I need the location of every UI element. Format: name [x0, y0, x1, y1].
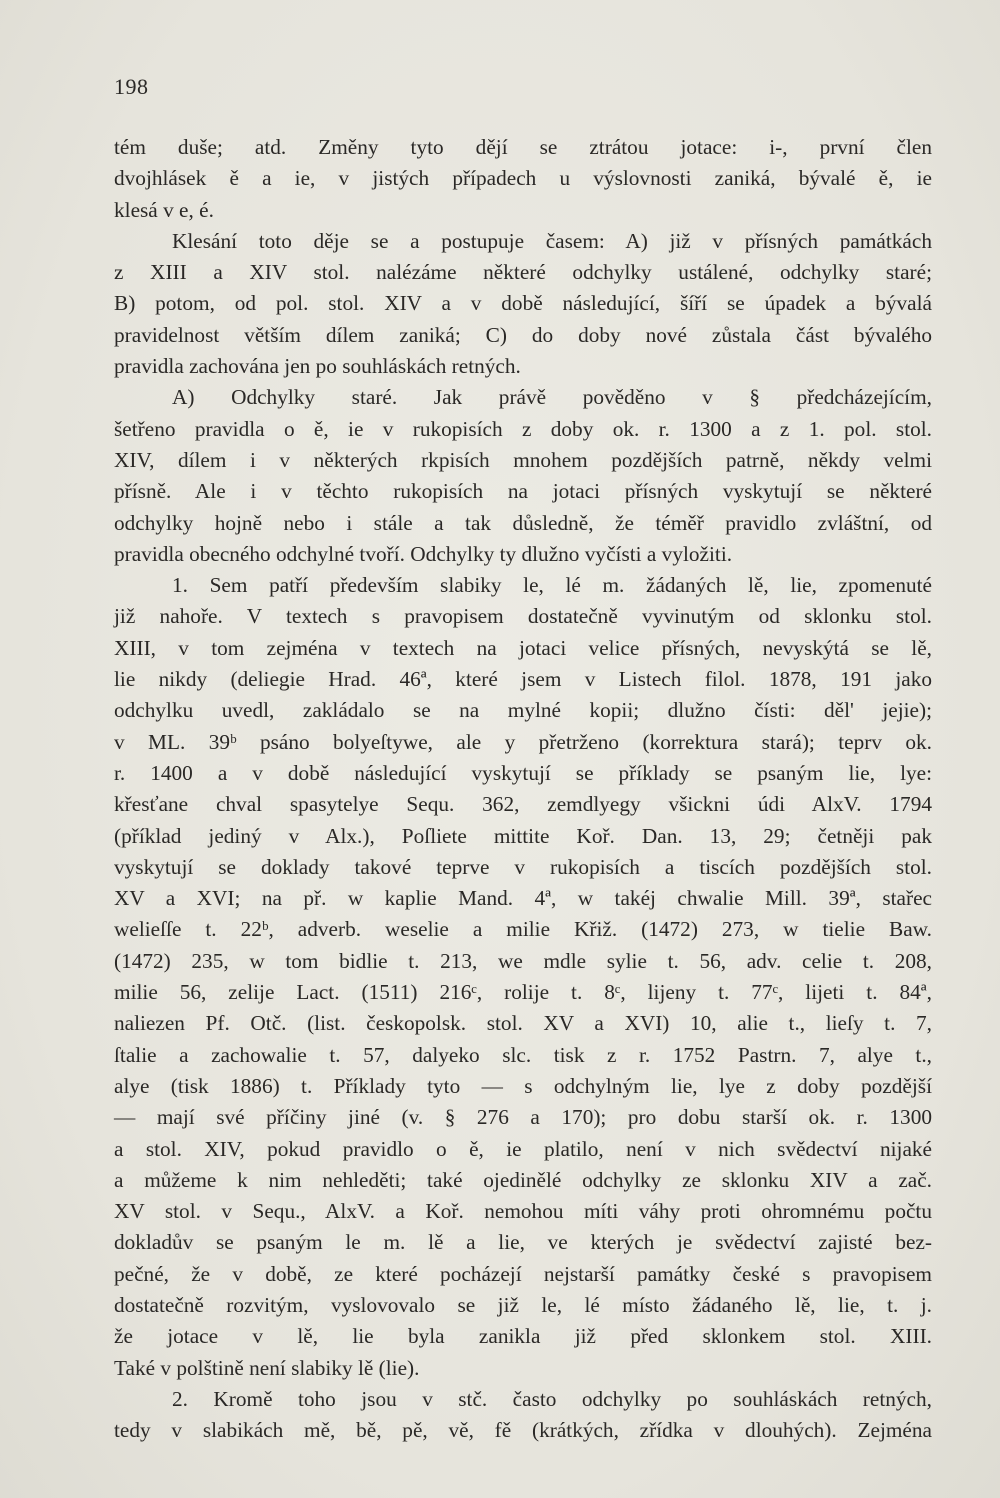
text-line: z XIII a XIV stol. nalézáme některé odchylky ustálené, odchylky staré;: [114, 260, 932, 285]
text-line: že jotace v lě, lie byla zanikla již před sklonkem stol. XIII.: [114, 1324, 932, 1349]
text-line: (příklad jediný v Alx.), Poſliete mittite Koř. Dan. 13, 29; četněji pak: [114, 823, 932, 848]
text-line: pravidla obecného odchylné tvoří. Odchylky ty dlužno vyčísti a vyložiti.: [114, 541, 733, 566]
text-line: tém duše; atd. Změny tyto dějí se ztrátou jotace: i-, první člen: [114, 135, 932, 159]
text-line: pravidelnost větším dílem zaniká; C) do doby nové zůstala část bývalého: [114, 322, 932, 347]
page-number: 198: [114, 74, 149, 99]
text-line: odchylku uvedl, zakládalo se na mylné kopii; dlužno čísti: děl' jejie);: [114, 698, 932, 723]
text-line: XV a XVI; na př. w kaplie Mand. 4ª, w takéj chwalie Mill. 39ª, stařec: [114, 886, 932, 911]
text-line: ſtalie a zachowalie t. 57, dalyeko slc. tisk z r. 1752 Pastrn. 7, alye t.,: [114, 1042, 932, 1067]
text-line: — mají své příčiny jiné (v. § 276 a 170); pro dobu starší ok. r. 1300: [114, 1105, 932, 1130]
text-line: přísně. Ale i v těchto rukopisích na jotaci přísných vyskytují se některé: [114, 479, 932, 504]
text-line: pravidla zachována jen po souhláskách retných.: [114, 354, 521, 379]
text-line: dvojhlásek ě a ie, v jistých případech u výslovnosti zaniká, bývalé ě, ie: [114, 166, 932, 191]
text-line: 1. Sem patří především slabiky le, lé m. žádaných lě, lie, zpomenuté: [172, 573, 932, 598]
text-line: odchylky hojně nebo i stále a tak důsledně, že téměř pravidlo zvláštní, od: [114, 510, 932, 535]
text-line: milie 56, zelije Lact. (1511) 216ᶜ, rolije t. 8ᶜ, lijeny t. 77ᶜ, lijeti t. 84ª,: [114, 980, 932, 1005]
text-line: 2. Kromě toho jsou v stč. často odchylky po souhláskách retných,: [172, 1386, 932, 1411]
text-line: vyskytují se doklady takové teprve v rukopisích a tiscích pozdějších stol.: [114, 854, 932, 879]
text-line: a stol. XIV, pokud pravidlo o ě, ie platilo, není v nich svědectví nijaké: [114, 1136, 932, 1161]
text-line: r. 1400 a v době následující vyskytují se příklady se psaným lie, lye:: [114, 760, 932, 785]
text-line: B) potom, od pol. stol. XIV a v době následující, šíří se úpadek a bývalá: [114, 291, 932, 316]
text-line: Také v polštině není slabiky lě (lie).: [114, 1355, 420, 1380]
text-line: pečné, že v době, ze které pocházejí nejstarší památky české s pravopisem: [114, 1261, 932, 1286]
text-line: dokladův se psaným le m. lě a lie, ve kterých je svědectví zajisté bez-: [114, 1230, 932, 1255]
text-line: šetřeno pravidla o ě, ie v rukopisích z doby ok. r. 1300 a z 1. pol. stol.: [114, 416, 932, 441]
text-line: XIV, dílem i v některých rkpisích mnohem pozdějších patrně, někdy velmi: [114, 447, 932, 472]
text-line: křesťane chval spasytelye Sequ. 362, zemdlyegy všickni údi AlxV. 1794: [114, 792, 932, 817]
text-line: a můžeme k nim nehleděti; také ojedinělé odchylky ze sklonku XIV a zač.: [114, 1167, 932, 1192]
text-line: welieſſe t. 22ᵇ, adverb. weselie a milie Křiž. (1472) 273, w tielie Baw.: [114, 917, 932, 942]
text-line: v ML. 39ᵇ psáno bolyeſtywe, ale y přetrženo (korrektura stará); teprv ok.: [114, 729, 932, 754]
text-line: Klesání toto děje se a postupuje časem: A) již v přísných památkách: [172, 228, 932, 253]
text-line: tedy v slabikách mě, bě, pě, vě, fě (krátkých, zřídka v dlouhých). Zejména: [114, 1418, 932, 1443]
text-line: alye (tisk 1886) t. Příklady tyto — s odchylným lie, lye z doby pozdější: [114, 1073, 932, 1098]
text-line: lie nikdy (deliegie Hrad. 46ª, které jsem v Listech filol. 1878, 191 jako: [114, 667, 932, 692]
text-line: (1472) 235, w tom bidlie t. 213, we mdle sylie t. 56, adv. celie t. 208,: [114, 948, 932, 973]
text-line: A) Odchylky staré. Jak právě pověděno v § předcházejícím,: [172, 385, 932, 410]
text-line: dostatečně rozvitým, vyslovovalo se již le, lé místo žádaného lě, lie, t. j.: [114, 1292, 932, 1317]
text-line: XIII, v tom zejména v textech na jotaci velice přísných, nevyskýtá se lě,: [114, 635, 932, 660]
text-line: již nahoře. V textech s pravopisem dostatečně vyvinutým od sklonku stol.: [114, 604, 932, 629]
body-text: [114, 132, 932, 1446]
text-line: naliezen Pf. Otč. (list. českopolsk. stol. XV a XVI) 10, alie t., lieſy t. 7,: [114, 1011, 932, 1036]
text-line: klesá v e, é.: [114, 197, 214, 222]
text-line: XV stol. v Sequ., AlxV. a Koř. nemohou míti váhy proti ohromnému počtu: [114, 1199, 932, 1224]
